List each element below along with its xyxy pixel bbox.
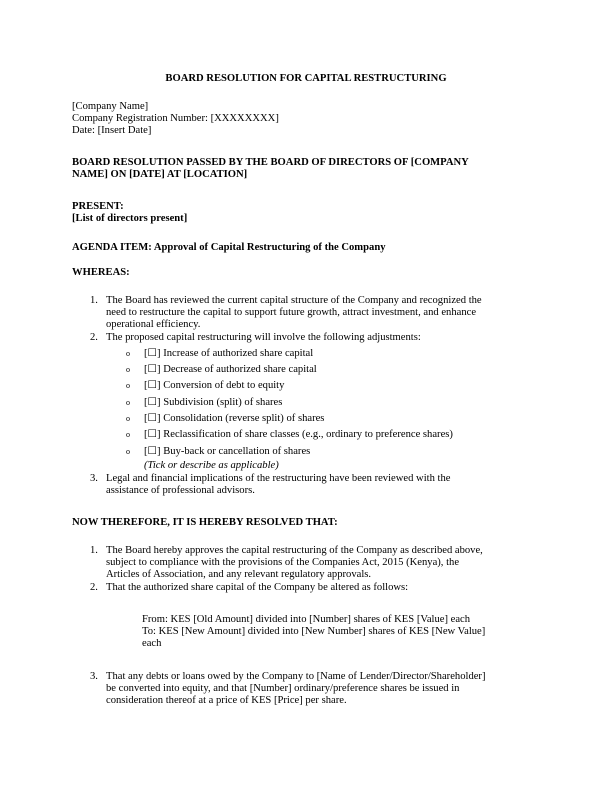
resolved-section-continued — [72, 671, 542, 708]
item-text-line: That the authorized share capital of the Company be altered as follows: — [106, 581, 409, 593]
item-text-line: be converted into equity, and that [Number] ordinary/preference shares be issued in — [106, 683, 460, 695]
present-value: [List of directors present] — [72, 213, 188, 225]
option-debt-conversion — [72, 378, 542, 394]
present-label: PRESENT: — [72, 201, 124, 212]
item-text-line: Legal and financial implications of the restructuring have been reviewed with the — [106, 472, 451, 484]
item-text-line: need to restructure the capital to support future growth, attract investment, and enhance — [106, 307, 477, 319]
bullet-icon: o — [126, 446, 130, 456]
bullet-icon: o — [126, 430, 130, 440]
item-text-line: subject to compliance with the provisions of the Companies Act, 2015 (Kenya), the — [106, 557, 460, 569]
item-number: 2. — [90, 331, 98, 343]
resolved-item — [72, 545, 542, 582]
option-subdivision — [72, 395, 542, 411]
present-section — [72, 201, 542, 225]
document-title: BOARD RESOLUTION FOR CAPITAL RESTRUCTURING — [165, 73, 447, 84]
whereas-heading: WHEREAS: — [72, 267, 130, 278]
agenda-item: AGENDA ITEM: Approval of Capital Restructuring of the Company — [72, 242, 386, 253]
option-increase-capital — [72, 346, 542, 362]
company-registration: Company Registration Number: [XXXXXXXX] — [72, 113, 279, 125]
item-number: 1. — [90, 545, 98, 556]
adjustment-options — [72, 346, 542, 460]
passed-heading-line: BOARD RESOLUTION PASSED BY THE BOARD OF DIRECTORS OF [COMPANY — [72, 157, 469, 168]
option-label: [☐] Increase of authorized share capital — [144, 347, 314, 359]
option-buyback — [72, 444, 542, 460]
bullet-icon: o — [126, 348, 130, 358]
bullet-icon: o — [126, 365, 130, 375]
whereas-item — [72, 295, 542, 332]
item-number: 1. — [90, 295, 98, 306]
tick-note: (Tick or describe as applicable) — [144, 459, 279, 471]
item-text-line: assistance of professional advisors. — [106, 485, 255, 497]
to-line: To: KES [New Amount] divided into [New Number] shares of KES [New Value] — [142, 626, 486, 638]
to-line-continued: each — [142, 638, 162, 650]
resolved-list — [72, 545, 542, 594]
resolved-section — [72, 545, 542, 594]
item-text-line: The Board has reviewed the current capital structure of the Company and recognized the — [106, 295, 482, 306]
resolved-heading: NOW THEREFORE, IT IS HEREBY RESOLVED THAT: — [72, 517, 338, 528]
from-line: From: KES [Old Amount] divided into [Number] shares of KES [Value] each — [142, 614, 471, 625]
company-details — [72, 101, 542, 138]
option-label: [☐] Buy-back or cancellation of shares — [144, 445, 311, 457]
item-text-line: The Board hereby approves the capital restructuring of the Company as described above, — [106, 545, 483, 556]
item-text-line: operational efficiency. — [106, 319, 201, 331]
resolved-item — [72, 582, 542, 594]
option-reclassification — [72, 427, 542, 443]
option-label: [☐] Conversion of debt to equity — [144, 380, 285, 392]
option-consolidation — [72, 411, 542, 427]
bullet-icon: o — [126, 381, 130, 391]
item-text-line: Articles of Association, and any relevant regulatory approvals. — [106, 569, 372, 581]
item-number: 3. — [90, 671, 98, 682]
bullet-icon: o — [126, 397, 130, 407]
whereas-list — [72, 295, 542, 344]
bullet-icon: o — [126, 414, 130, 423]
whereas-item — [72, 473, 542, 497]
item-text-line: consideration thereof at a price of KES [Price] per share. — [106, 695, 347, 707]
item-number: 2. — [90, 581, 98, 593]
company-name: [Company Name] — [72, 101, 149, 112]
passed-heading-line: NAME] ON [DATE] AT [LOCATION] — [72, 169, 248, 181]
passed-heading — [72, 157, 542, 181]
item-text-line: That any debts or loans owed by the Company to [Name of Lender/Director/Shareholder] — [106, 671, 486, 682]
option-label: [☐] Decrease of authorized share capital — [144, 364, 317, 376]
resolved-item — [72, 671, 542, 708]
option-label: [☐] Reclassification of share classes (e.g., ordinary to preference shares) — [144, 429, 453, 441]
capital-alteration — [72, 614, 612, 651]
item-number: 3. — [90, 472, 98, 484]
item-text-line: The proposed capital restructuring will involve the following adjustments: — [106, 331, 421, 343]
resolved-list-continued — [72, 671, 542, 708]
option-decrease-capital — [72, 362, 542, 378]
whereas-section — [72, 295, 542, 497]
option-label: [☐] Subdivision (split) of shares — [144, 396, 283, 408]
option-label: [☐] Consolidation (reverse split) of shares — [144, 413, 325, 424]
resolution-date: Date: [Insert Date] — [72, 125, 152, 137]
whereas-list-continued — [72, 473, 542, 497]
whereas-item — [72, 332, 542, 344]
